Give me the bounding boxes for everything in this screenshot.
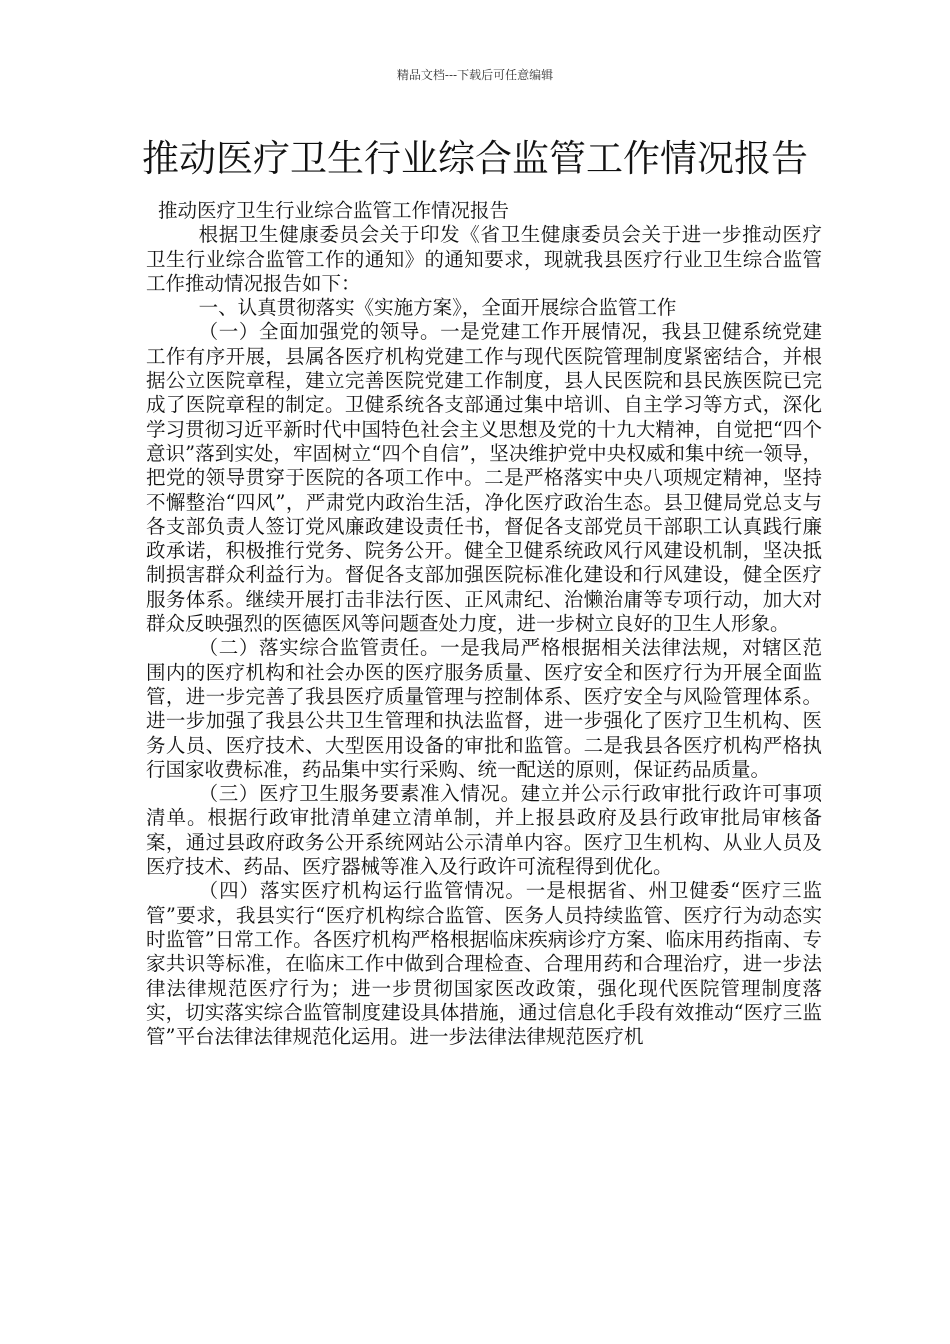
document-title: 推动医疗卫生行业综合监管工作情况报告 <box>142 137 808 180</box>
paragraph-operation-supervision: （四）落实医疗机构运行监管情况。一是根据省、州卫健委“医疗三监管”要求，我县实行“医疗机构综合监管、医务人员持续监管、医疗行为动态实时监管”日常工作。各医疗机构严格根据临床疾病诊疗方案、临床用药指南、专家共识等标准，在临床工作中做到合理检查、合理用药和合理治疗，进一步法律法律规范医疗行为；进一步贯彻国家医改政策，强化现代医院管理制度落实，切实落实综合监管制度建设具体措施，通过信息化手段有效推动“医疗三监管”平台法律法律规范化运用。进一步法律法律规范医疗机 <box>146 879 822 1049</box>
paragraph-party-leadership: （一）全面加强党的领导。一是党建工作开展情况，我县卫健系统党建工作有序开展，县属各医疗机构党建工作与现代医院管理制度紧密结合，并根据公立医院章程，建立完善医院党建工作制度，县人民医院和县民族医院已完成了医院章程的制定。卫健系统各支部通过集中培训、自主学习等方式，深化学习贯彻习近平新时代中国特色社会主义思想及党的十九大精神，自觉把“四个意识”落到实处，牢固树立“四个自信”，坚决维护党中央权威和集中统一领导，把党的领导贯穿于医院的各项工作中。二是严格落实中央八项规定精神，坚持不懈整治“四风”，严肃党内政治生活，净化医疗政治生态。县卫健局党总支与各支部负责人签订党风廉政建设责任书，督促各支部党员干部职工认真践行廉政承诺，积极推行党务、院务公开。健全卫健系统政风行风建设机制，坚决抵制损害群众利益行为。督促各支部加强医院标准化建设和行风建设，健全医疗服务体系。继续开展打击非法行医、正风肃纪、治懒治庸等专项行动，加大对群众反映强烈的医德医风等问题查处力度，进一步树立良好的卫生人形象。 <box>146 320 822 636</box>
section-heading-1: 一、认真贯彻落实《实施方案》，全面开展综合监管工作 <box>198 296 677 320</box>
document-subtitle: 推动医疗卫生行业综合监管工作情况报告 <box>158 199 510 222</box>
document-body <box>146 199 822 1049</box>
paragraph-service-access: （三）医疗卫生服务要素准入情况。建立并公示行政审批行政许可事项清单。根据行政审批清单建立清单制，并上报县政府及县行政审批局审核备案，通过县政府政务公开系统网站公示清单内容。医疗卫生机构、从业人员及医疗技术、药品、医疗器械等准入及行政许可流程得到优化。 <box>146 782 822 879</box>
page-header-note: 精品文档---下载后可任意编辑 <box>396 68 554 82</box>
paragraph-supervision-responsibility: （二）落实综合监管责任。一是我局严格根据相关法律法规，对辖区范围内的医疗机构和社会办医的医疗服务质量、医疗安全和医疗行为开展全面监管，进一步完善了我县医疗质量管理与控制体系、医疗安全与风险管理体系。进一步加强了我县公共卫生管理和执法监督，进一步强化了医疗卫生机构、医务人员、医疗技术、大型医用设备的审批和监管。二是我县各医疗机构严格执行国家收费标准，药品集中实行采购、统一配送的原则，保证药品质量。 <box>146 636 822 781</box>
paragraph-intro: 根据卫生健康委员会关于印发《省卫生健康委员会关于进一步推动医疗卫生行业综合监管工作的通知》的通知要求，现就我县医疗行业卫生综合监管工作推动情况报告如下： <box>146 223 822 295</box>
